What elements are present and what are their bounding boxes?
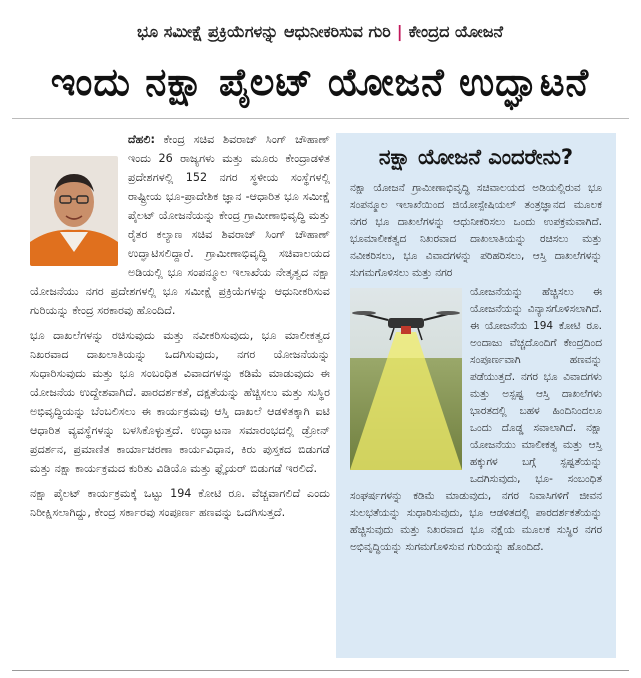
sidebar-box [336,133,616,658]
sidebar-body [336,180,616,556]
kicker [30,22,610,42]
portrait-image [30,156,118,266]
minister-portrait [30,156,118,266]
sidebar-paragraph-2: ಯೋಜನೆಯನ್ನು ಹೆಚ್ಚಿಸಲು ಈ ಯೋಜನೆಯನ್ನು ವಿನ್ಯಾಸಗೊಳಿಸಲಾಗಿದೆ. ಈ ಯೋಜನೆಯ 194 ಕೋಟಿ ರೂ. ಅಂದಾಜು ವೆಚ್ಚದೊಂದಿಗೆ ಕೇಂದ್ರದಿಂದ ಸಂಪೂರ್ಣವಾಗಿ ಹಣವನ್ನು ಪಡೆಯುತ್ತದೆ. ನಗರ ಭೂ ವಿವಾದಗಳು ಮತ್ತು ಅಸ್ಪಷ್ಟ ಆಸ್ತಿ ದಾಖಲೆಗಳು ಭಾರತದಲ್ಲಿ ಬಹಳ ಹಿಂದಿನಿಂದಲೂ ಒಂದು ದೊಡ್ಡ ಸವಾಲಾಗಿದೆ. ನಕ್ಷಾ ಯೋಜನೆಯು ಮಾಲೀಕತ್ವ ಮತ್ತು ಆಸ್ತಿ ಹಕ್ಕುಗಳ ಬಗ್ಗೆ ಸ್ಪಷ್ಟತೆಯನ್ನು ಒದಗಿಸುವುದು, ಭೂ- ಸಂಬಂಧಿತ ಸಂಘರ್ಷಗಳನ್ನು ಕಡಿಮೆ ಮಾಡುವುದು, ನಗರ ನಿವಾಸಿಗಳಿಗೆ ಜೀವನ ಸುಲಭತೆಯನ್ನು ಸುಧಾರಿಸುವುದು, ಭೂ ಆಡಳಿತದಲ್ಲಿ ಪಾರದರ್ಶಕತೆಯನ್ನು ಹೆಚ್ಚಿಸುವುದು ಮತ್ತು ನಿಖರವಾದ ಭೂ ನಕ್ಷೆಯ ಮೂಲಕ ಸುಸ್ಥಿರ ನಗರ ಅಭಿವೃದ್ಧಿಯನ್ನು ಸುಗಮಗೊಳಿಸುವ ಗುರಿಯನ್ನು ಹೊಂದಿದೆ. [350,286,602,553]
drone-photo [350,288,462,470]
kicker-right: ಕೇಂದ್ರದ ಯೋಜನೆ [408,22,503,41]
sidebar-title: ನಕ್ಷಾ ಯೋಜನೆ ಎಂದರೇನು? [378,145,574,169]
kicker-left: ಭೂ ಸಮೀಕ್ಷೆ ಪ್ರಕ್ರಿಯೆಗಳನ್ನು ಆಧುನೀಕರಿಸುವ ಗುರಿ [137,22,391,41]
article-paragraph-1: ಕೇಂದ್ರ ಸಚಿವ ಶಿವರಾಜ್ ಸಿಂಗ್ ಚೌಹಾಣ್ ಇಂದು 26 ರಾಜ್ಯಗಳು ಮತ್ತು ಮೂರು ಕೇಂದ್ರಾಡಳಿತ ಪ್ರದೇಶಗಳಲ್ಲಿ 152 ನಗರ ಸ್ಥಳೀಯ ಸಂಸ್ಥೆಗಳಲ್ಲಿ ರಾಷ್ಟ್ರೀಯ ಭೂ-ಪ್ರಾದೇಶಿಕ ಜ್ಞಾನ -ಆಧಾರಿತ ಭೂ ಸಮೀಕ್ಷೆ ಪೈಲಟ್ ಯೋಜನೆಯನ್ನು ಕೇಂದ್ರ ಗ್ರಾಮೀಣಾಭಿವೃದ್ಧಿ ಮತ್ತು ರೈತರ ಕಲ್ಯಾಣ ಸಚಿವ ಶಿವರಾಜ್ ಸಿಂಗ್ ಚೌಹಾಣ್ ಉದ್ಘಾಟಿಸಲಿದ್ದಾರೆ. ಗ್ರಾಮೀಣಾಭಿವೃದ್ಧಿ ಸಚಿವಾಲಯದ ಅಡಿಯಲ್ಲಿ ಭೂ ಸಂಪನ್ಮೂಲ ಇಲಾಖೆಯ ನೇತೃತ್ವದ ನಕ್ಷಾ ಯೋಜನೆಯು ನಗರ ಪ್ರದೇಶಗಳಲ್ಲಿ ಭೂ ಸಮೀಕ್ಷೆ ಪ್ರಕ್ರಿಯೆಗಳನ್ನು ಆಧುನೀಕರಿಸುವ ಗುರಿಯನ್ನು ಕೇಂದ್ರ ಸರಕಾರವು ಹೊಂದಿದೆ. [30,133,330,317]
headline-divider [12,118,629,119]
drone-image [350,288,462,470]
sidebar-paragraph-1: ನಕ್ಷಾ ಯೋಜನೆ ಗ್ರಾಮೀಣಾಭಿವೃದ್ಧಿ ಸಚಿವಾಲಯದ ಅಡಿಯಲ್ಲಿರುವ ಭೂ ಸಂಪನ್ಮೂಲ ಇಲಾಖೆಯಿಂದ ಜಿಯೋಸ್ಪೇಷಿಯಲ್ ತಂತ್ರಜ್ಞಾನದ ಮೂಲಕ ನಗರ ಭೂ ದಾಖಲೆಗಳನ್ನು ಆಧುನೀಕರಿಸಲು ಒಂದು ಉಪಕ್ರಮವಾಗಿದೆ. ಭೂಮಾಲೀಕತ್ವದ ನಿಖರವಾದ ದಾಖಲಾತಿಯನ್ನು ರಚಿಸಲು ಮತ್ತು ನವೀಕರಿಸಲು, ಭೂ ವಿವಾದಗಳನ್ನು ಪರಿಹರಿಸಲು, ಆಸ್ತಿ ದಾಖಲೆಗಳನ್ನು ಸುಗಮಗೊಳಿಸಲು ಮತ್ತು ನಗರ [350,182,602,279]
bottom-divider [12,670,629,671]
kicker-separator: | [396,22,403,41]
article-paragraph-2: ಭೂ ದಾಖಲೆಗಳನ್ನು ರಚಿಸುವುದು ಮತ್ತು ನವೀಕರಿಸುವುದು, ಭೂ ಮಾಲೀಕತ್ವದ ನಿಖರವಾದ ದಾಖಲಾತಿಯನ್ನು ಒದಗಿಸುವುದು, ನಗರ ಯೋಜನೆಯನ್ನು ಸುಧಾರಿಸುವುದು ಮತ್ತು ಭೂ ಸಂಬಂಧಿತ ವಿವಾದಗಳನ್ನು ಕಡಿಮೆ ಮಾಡುವುದು ಈ ಯೋಜನೆಯ ಉದ್ದೇಶವಾಗಿದೆ. ಪಾರದರ್ಶಕತೆ, ದಕ್ಷತೆಯನ್ನು ಹೆಚ್ಚಿಸಲು ಮತ್ತು ಸುಸ್ಥಿರ ಅಭಿವೃದ್ಧಿಯನ್ನು ಬೆಂಬಲಿಸಲು ಈ ಕಾರ್ಯಕ್ರಮವು ಆಸ್ತಿ ದಾಖಲೆ ಆಡಳಿತಕ್ಕಾಗಿ ಐಟಿ ಆಧಾರಿತ ವ್ಯವಸ್ಥೆಗಳನ್ನು ಬಳಸಿಕೊಳ್ಳುತ್ತದೆ. ಉದ್ಘಾಟನಾ ಸಮಾರಂಭದಲ್ಲಿ ಡ್ರೋನ್ ಪ್ರದರ್ಶನ, ಪ್ರಮಾಣಿತ ಕಾರ್ಯಾಚರಣಾ ಕಾರ್ಯವಿಧಾನ, ಕಿರು ಪುಸ್ತಕದ ಬಿಡುಗಡೆ ಮತ್ತು ನಕ್ಷಾ ಕಾರ್ಯಕ್ರಮದ ಕುರಿತು ವಿಡಿಯೊ ಮತ್ತು ಫ್ಲೈಯರ್ ಬಿಡುಗಡೆ ಇರಲಿದೆ. [30,329,330,475]
headline: ಇಂದು ನಕ್ಷಾ ಪೈಲಟ್ ಯೋಜನೆ ಉದ್ಘಾಟನೆ [50,60,590,104]
dateline: ದೆಹಲಿ: [128,133,156,146]
article-column [30,130,330,670]
article-paragraph-3: ನಕ್ಷಾ ಪೈಲಟ್ ಕಾರ್ಯಕ್ರಮಕ್ಕೆ ಒಟ್ಟು 194 ಕೋಟಿ ರೂ. ವೆಚ್ಚವಾಗಲಿದೆ ಎಂದು ನಿರೀಕ್ಷಿಸಲಾಗಿದ್ದು, ಕೇಂದ್ರ ಸರ್ಕಾರವು ಸಂಪೂರ್ಣ ಹಣವನ್ನು ಒದಗಿಸುತ್ತದೆ. [30,487,330,519]
